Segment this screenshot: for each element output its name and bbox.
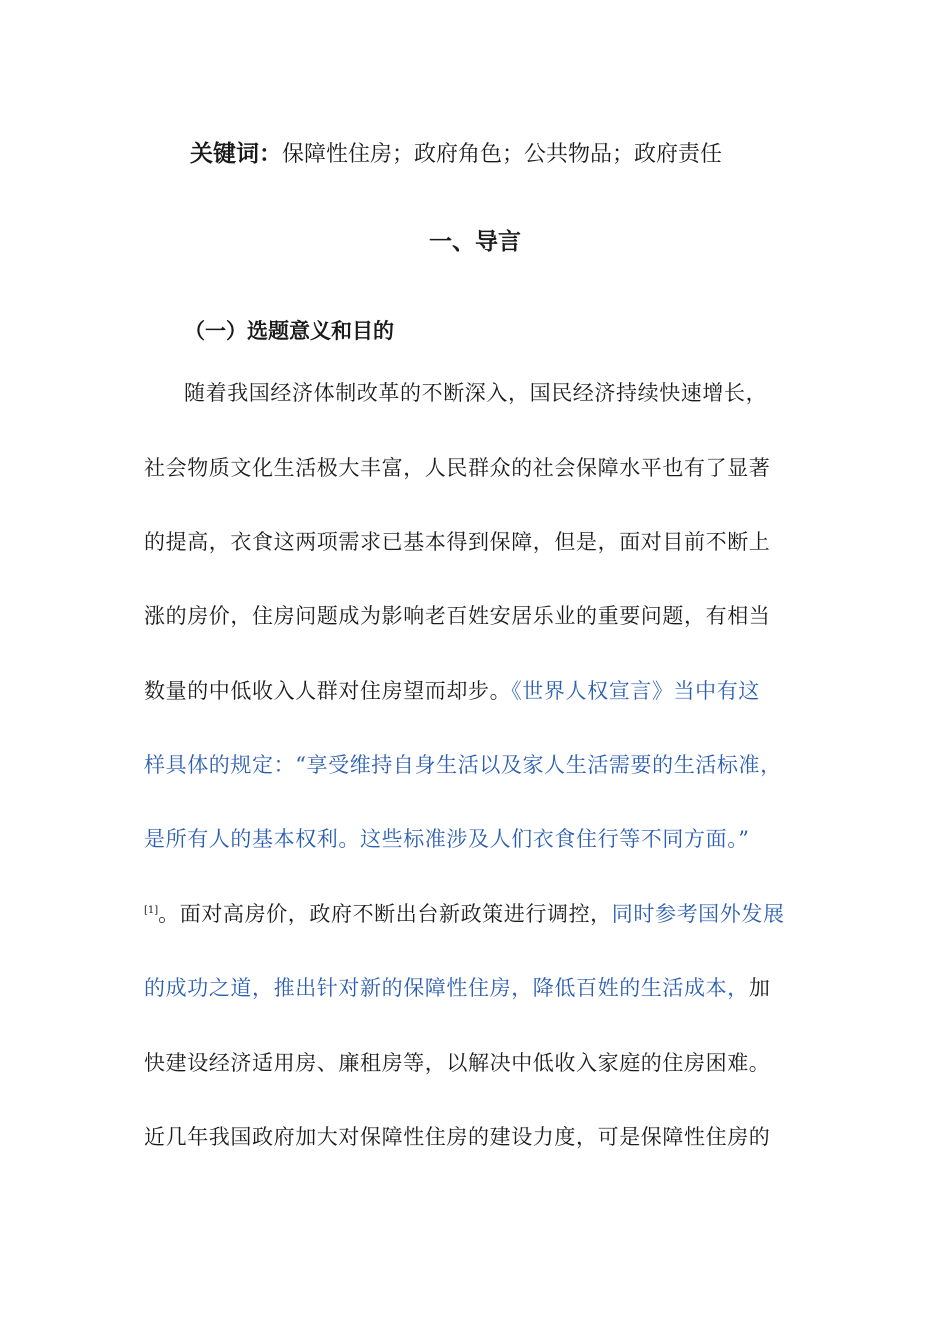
paragraph-line: 快建设经济适用房、廉租房等，以解决中低收入家庭的住房困难。 <box>144 1051 771 1075</box>
subsection-title: （一）选题意义和目的 <box>184 319 394 343</box>
paragraph-text: 数量的中低收入人群对住房望而却步。 <box>144 679 512 703</box>
highlighted-text: 同时参考国外发展 <box>611 902 785 926</box>
highlighted-text: 的成功之道，推出针对新的保障性住房，降低百姓的生活成本， <box>144 976 749 1000</box>
paragraph-line: 社会物质文化生活极大丰富，人民群众的社会保障水平也有了显著 <box>144 456 771 480</box>
highlighted-text: 《世界人权宣言》当中有这 <box>511 679 760 703</box>
paragraph-line <box>144 671 760 711</box>
section-title: 一、导言 <box>429 229 521 255</box>
paragraph-line <box>144 894 785 934</box>
highlighted-line: 是所有人的基本权利。这些标准涉及人们衣食住行等不同方面。” <box>144 827 750 851</box>
keywords-text: 保障性住房；政府角色；公共物品；政府责任 <box>282 142 723 167</box>
highlighted-line: 样具体的规定：“享受维持自身生活以及家人生活需要的生活标准， <box>144 753 782 777</box>
citation-marker: [1] <box>144 905 159 916</box>
paragraph-line: 的提高，衣食这两项需求已基本得到保障，但是，面对目前不断上 <box>144 530 771 554</box>
paragraph-line: 随着我国经济体制改革的不断深入，国民经济持续快速增长， <box>184 381 768 405</box>
paragraph-text: 加 <box>748 976 771 1000</box>
keywords-line <box>190 134 722 175</box>
paragraph-text: 。面对高房价，政府不断出台新政策进行调控， <box>158 902 612 926</box>
paragraph-line <box>144 968 770 1008</box>
keywords-label: 关键词： <box>190 141 282 167</box>
paragraph-line: 涨的房价，住房问题成为影响老百姓安居乐业的重要问题，有相当 <box>144 604 771 628</box>
paragraph-line: 近几年我国政府加大对保障性住房的建设力度，可是保障性住房的 <box>144 1125 771 1149</box>
